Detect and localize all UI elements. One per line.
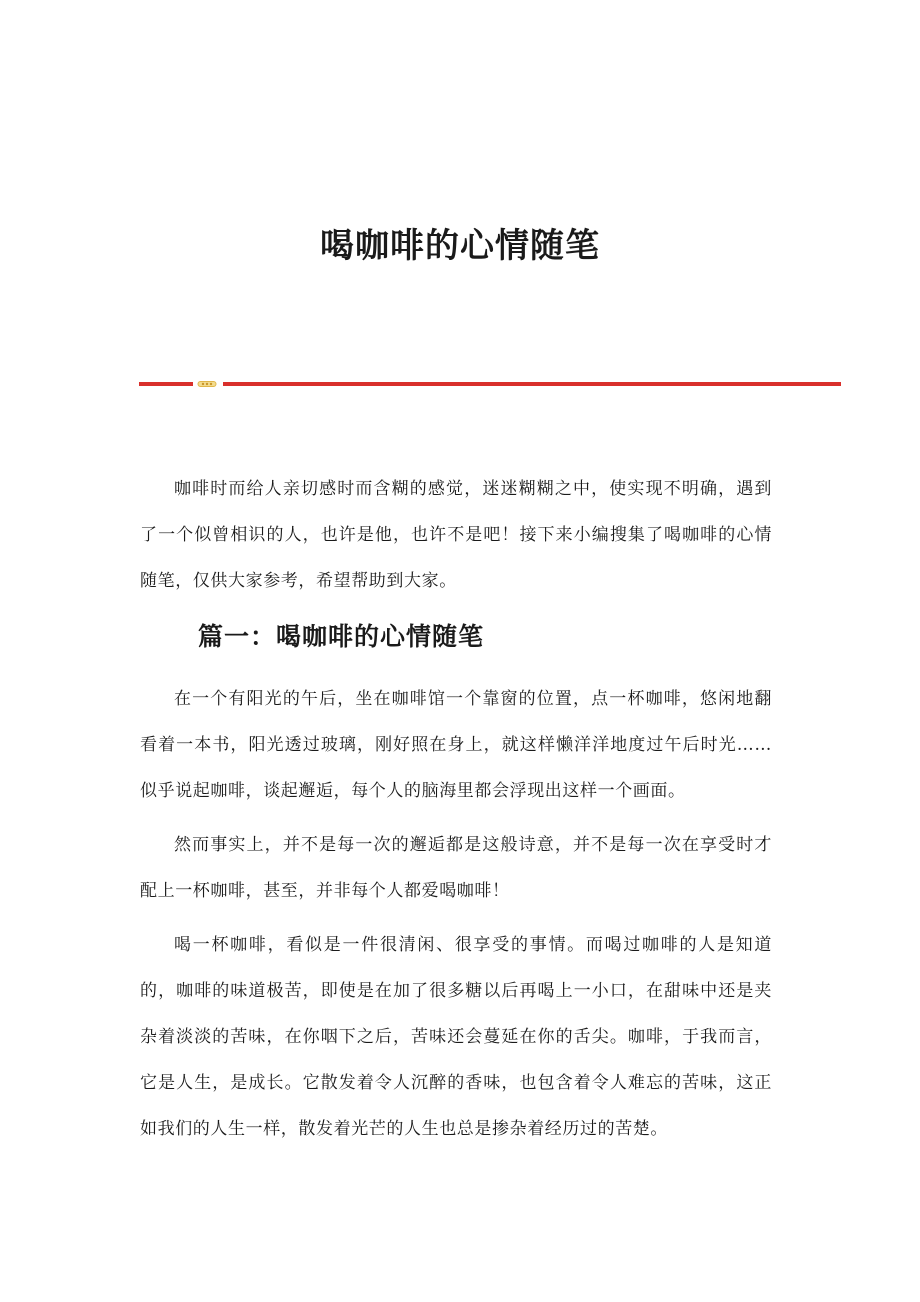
divider-ornament-icon [197,380,217,388]
document-title: 喝咖啡的心情随笔 [320,226,600,266]
body-paragraph-3: 喝一杯咖啡，看似是一件很清闲、很享受的事情。而喝过咖啡的人是知道的，咖啡的味道极苦，即使是在加了很多糖以后再喝上一小口，在甜味中还是夹杂着淡淡的苦味，在你咽下之后，苦味还会蔓延在你的舌尖。咖啡，于我而言，它是人生，是成长。它散发着令人沉醉的香味，也包含着令人难忘的苦味，这正如我们的人生一样，散发着光芒的人生也总是掺杂着经历过的苦楚。 [140,935,772,1139]
intro-paragraph: 咖啡时而给人亲切感时而含糊的感觉，迷迷糊糊之中，使实现不明确，遇到了一个似曾相识的人，也许是他，也许不是吧！接下来小编搜集了喝咖啡的心情随笔，仅供大家参考，希望帮助到大家。 [140,479,772,591]
section-heading: 篇一：喝咖啡的心情随笔 [198,622,485,651]
document-body [140,466,772,1160]
title-divider [139,380,841,388]
divider-left-bar [139,382,193,386]
body-paragraph-2: 然而事实上，并不是每一次的邂逅都是这般诗意，并不是每一次在享受时才配上一杯咖啡，甚至，并非每个人都爱喝咖啡！ [140,835,772,901]
divider-right-bar [223,382,841,386]
body-paragraph-1: 在一个有阳光的午后，坐在咖啡馆一个靠窗的位置，点一杯咖啡，悠闲地翻看着一本书，阳光透过玻璃，刚好照在身上，就这样懒洋洋地度过午后时光……似乎说起咖啡，谈起邂逅，每个人的脑海里都会浮现出这样一个画面。 [140,689,772,801]
